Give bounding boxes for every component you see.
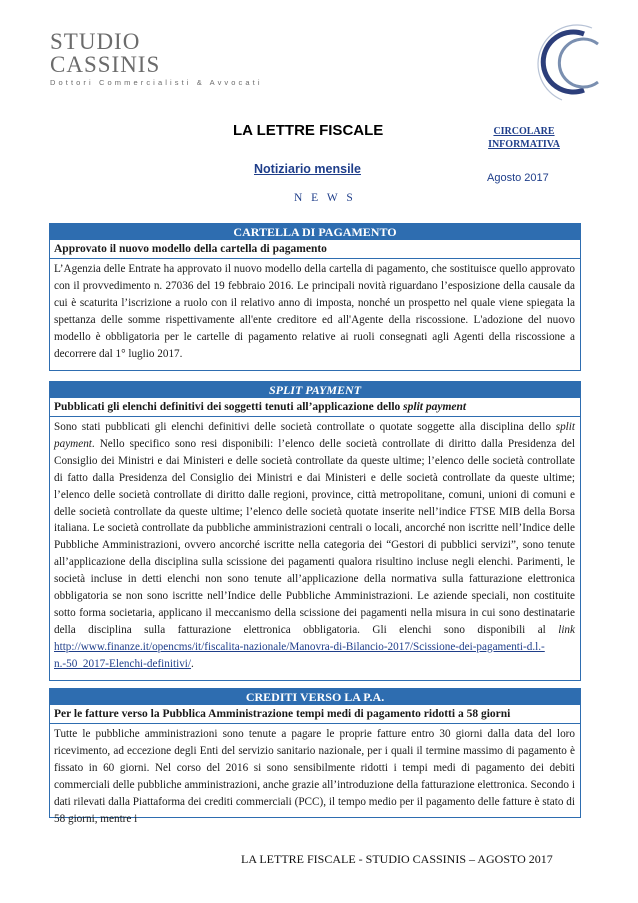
cc-emblem-logo bbox=[532, 20, 612, 104]
newsletter-title: LA LETTRE FISCALE bbox=[233, 122, 384, 139]
section-body bbox=[50, 417, 580, 676]
section-body: Tutte le pubbliche amministrazioni sono tenute a pagare le proprie fatture entro 30 giorni dalla data del loro ricevimento, ad eccezione degli Enti del servizio sanitario nazionale, per i quali il termine massimo di pagamento è fissato in 60 giorni. Nel corso del 2016 si sono sensibilmente ridotti i tempi medi di pagamento dei debiti commerciali delle pubbliche amministrazioni, anche grazie all’introduzione della fatturazione elettronica. Secondo i dati rilevati dalla Piattaforma dei crediti commerciali (PCC), il tempo medio per il pagamento delle fatture è stato di 58 giorni, mentre i bbox=[54, 728, 575, 825]
section-body: L’Agenzia delle Entrate ha approvato il nuovo modello della cartella di pagamento, che sostituisce quello approvato con il provvedimento n. 27036 del 19 febbraio 2016. Le principali novità riguardano l’esposizione della causale da cui è scaturita l’iscrizione a ruolo con il relativo anno di imposta, nonché un prospetto nel quale viene spiegata la spettanza delle somme rispettivamente all'ente creditore ed all'Agente della riscossione. L'adozione del nuovo modello è obbligatoria per le cartelle di pagamento relative ai ruoli consegnati agli Agenti della riscossione a decorrere dal 1° luglio 2017. bbox=[54, 263, 575, 360]
logo-name: STUDIO CASSINIS bbox=[50, 29, 161, 77]
section-split-payment bbox=[49, 381, 581, 681]
section-crediti-pa bbox=[49, 688, 581, 825]
section-heading: CREDITI VERSO LA P.A. bbox=[50, 689, 580, 705]
body-text-2: . Nello specifico sono resi disponibili: l’elenco delle società controllate di diritto dalla Presidenza del Consiglio dei Ministri e dai Ministeri e delle società controllate da queste ultime; l’elenco delle società controllate di fatto dalla Presidenza del Consiglio dei Ministri e dai Ministeri e delle società controllate da queste ultime; l’elenco delle società controllate di diritto dalle regioni, province, città metropolitane, comuni, unioni di comuni e delle società controllate da queste ultime; l’elenco delle società quotate inserite nell’indice FTSE MIB della Borsa italiana. Le società controllate da pubbliche amministrazioni centrali o locali, ancorché non iscritte nell’Indice delle Pubbliche Amministrazioni, ovvero ancorché iscritte nella categoria dei “Gestori di pubblici servizi”, sono tenute all’applicazione della disciplina sulla scissione dei pagamenti qualora risultino incluse negli elenchi. Parimenti, le società incluse in detti elenchi non sono tenute all’applicazione della normativa sulla fatturazione elettronica obbligatoria se non sono iscritte nell’Indice delle Pubbliche Amministrazioni. Le aziende speciali, non costituite sotto forma societaria, applicano il meccanismo della scissione dei pagamenti nella misura in cui sono destinatarie della disciplina sulla fatturazione elettronica obbligatoria. Gli elenchi sono disponibili al bbox=[54, 437, 575, 636]
page-footer: LA LETTRE FISCALE - STUDIO CASSINIS – AGOSTO 2017 bbox=[241, 852, 553, 866]
body-italic-term: split payment bbox=[54, 421, 575, 450]
subheading-text: Pubblicati gli elenchi definitivi dei soggetti tenuti all’applicazione dello bbox=[54, 401, 404, 413]
body-text-1: Sono stati pubblicati gli elenchi definitivi delle società controllate o quotate soggette alla disciplina dello bbox=[54, 421, 556, 433]
link-word: link bbox=[558, 623, 575, 636]
subheading-italic-term: split payment bbox=[403, 401, 467, 413]
section-heading: SPLIT PAYMENT bbox=[50, 382, 580, 398]
finanze-link[interactable]: http://www.finanze.it/opencms/it/fiscalita-nazionale/Manovra-di-Bilancio-2017/Scissione-dei-pagamenti-d.l.-n.-50_2017-Elenchi-definitivi/ bbox=[54, 640, 545, 670]
section-subheading: Per le fatture verso la Pubblica Amministrazione tempi medi di pagamento ridotti a 58 giorni bbox=[50, 705, 580, 724]
section-heading: CARTELLA DI PAGAMENTO bbox=[50, 224, 580, 240]
body-end: . bbox=[191, 657, 194, 670]
section-cartella-pagamento bbox=[49, 223, 581, 371]
news-label: N E W S bbox=[294, 192, 356, 204]
issue-date: Agosto 2017 bbox=[487, 172, 549, 184]
studio-logo bbox=[50, 29, 263, 87]
section-subheading: Approvato il nuovo modello della cartella di pagamento bbox=[50, 240, 580, 259]
logo-subtitle: Dottori Commercialisti & Avvocati bbox=[50, 78, 263, 87]
section-subheading bbox=[50, 398, 580, 417]
newsletter-subtitle: Notiziario mensile bbox=[254, 162, 361, 176]
circolare-informativa-link[interactable]: CIRCOLARE INFORMATIVA bbox=[488, 126, 560, 150]
